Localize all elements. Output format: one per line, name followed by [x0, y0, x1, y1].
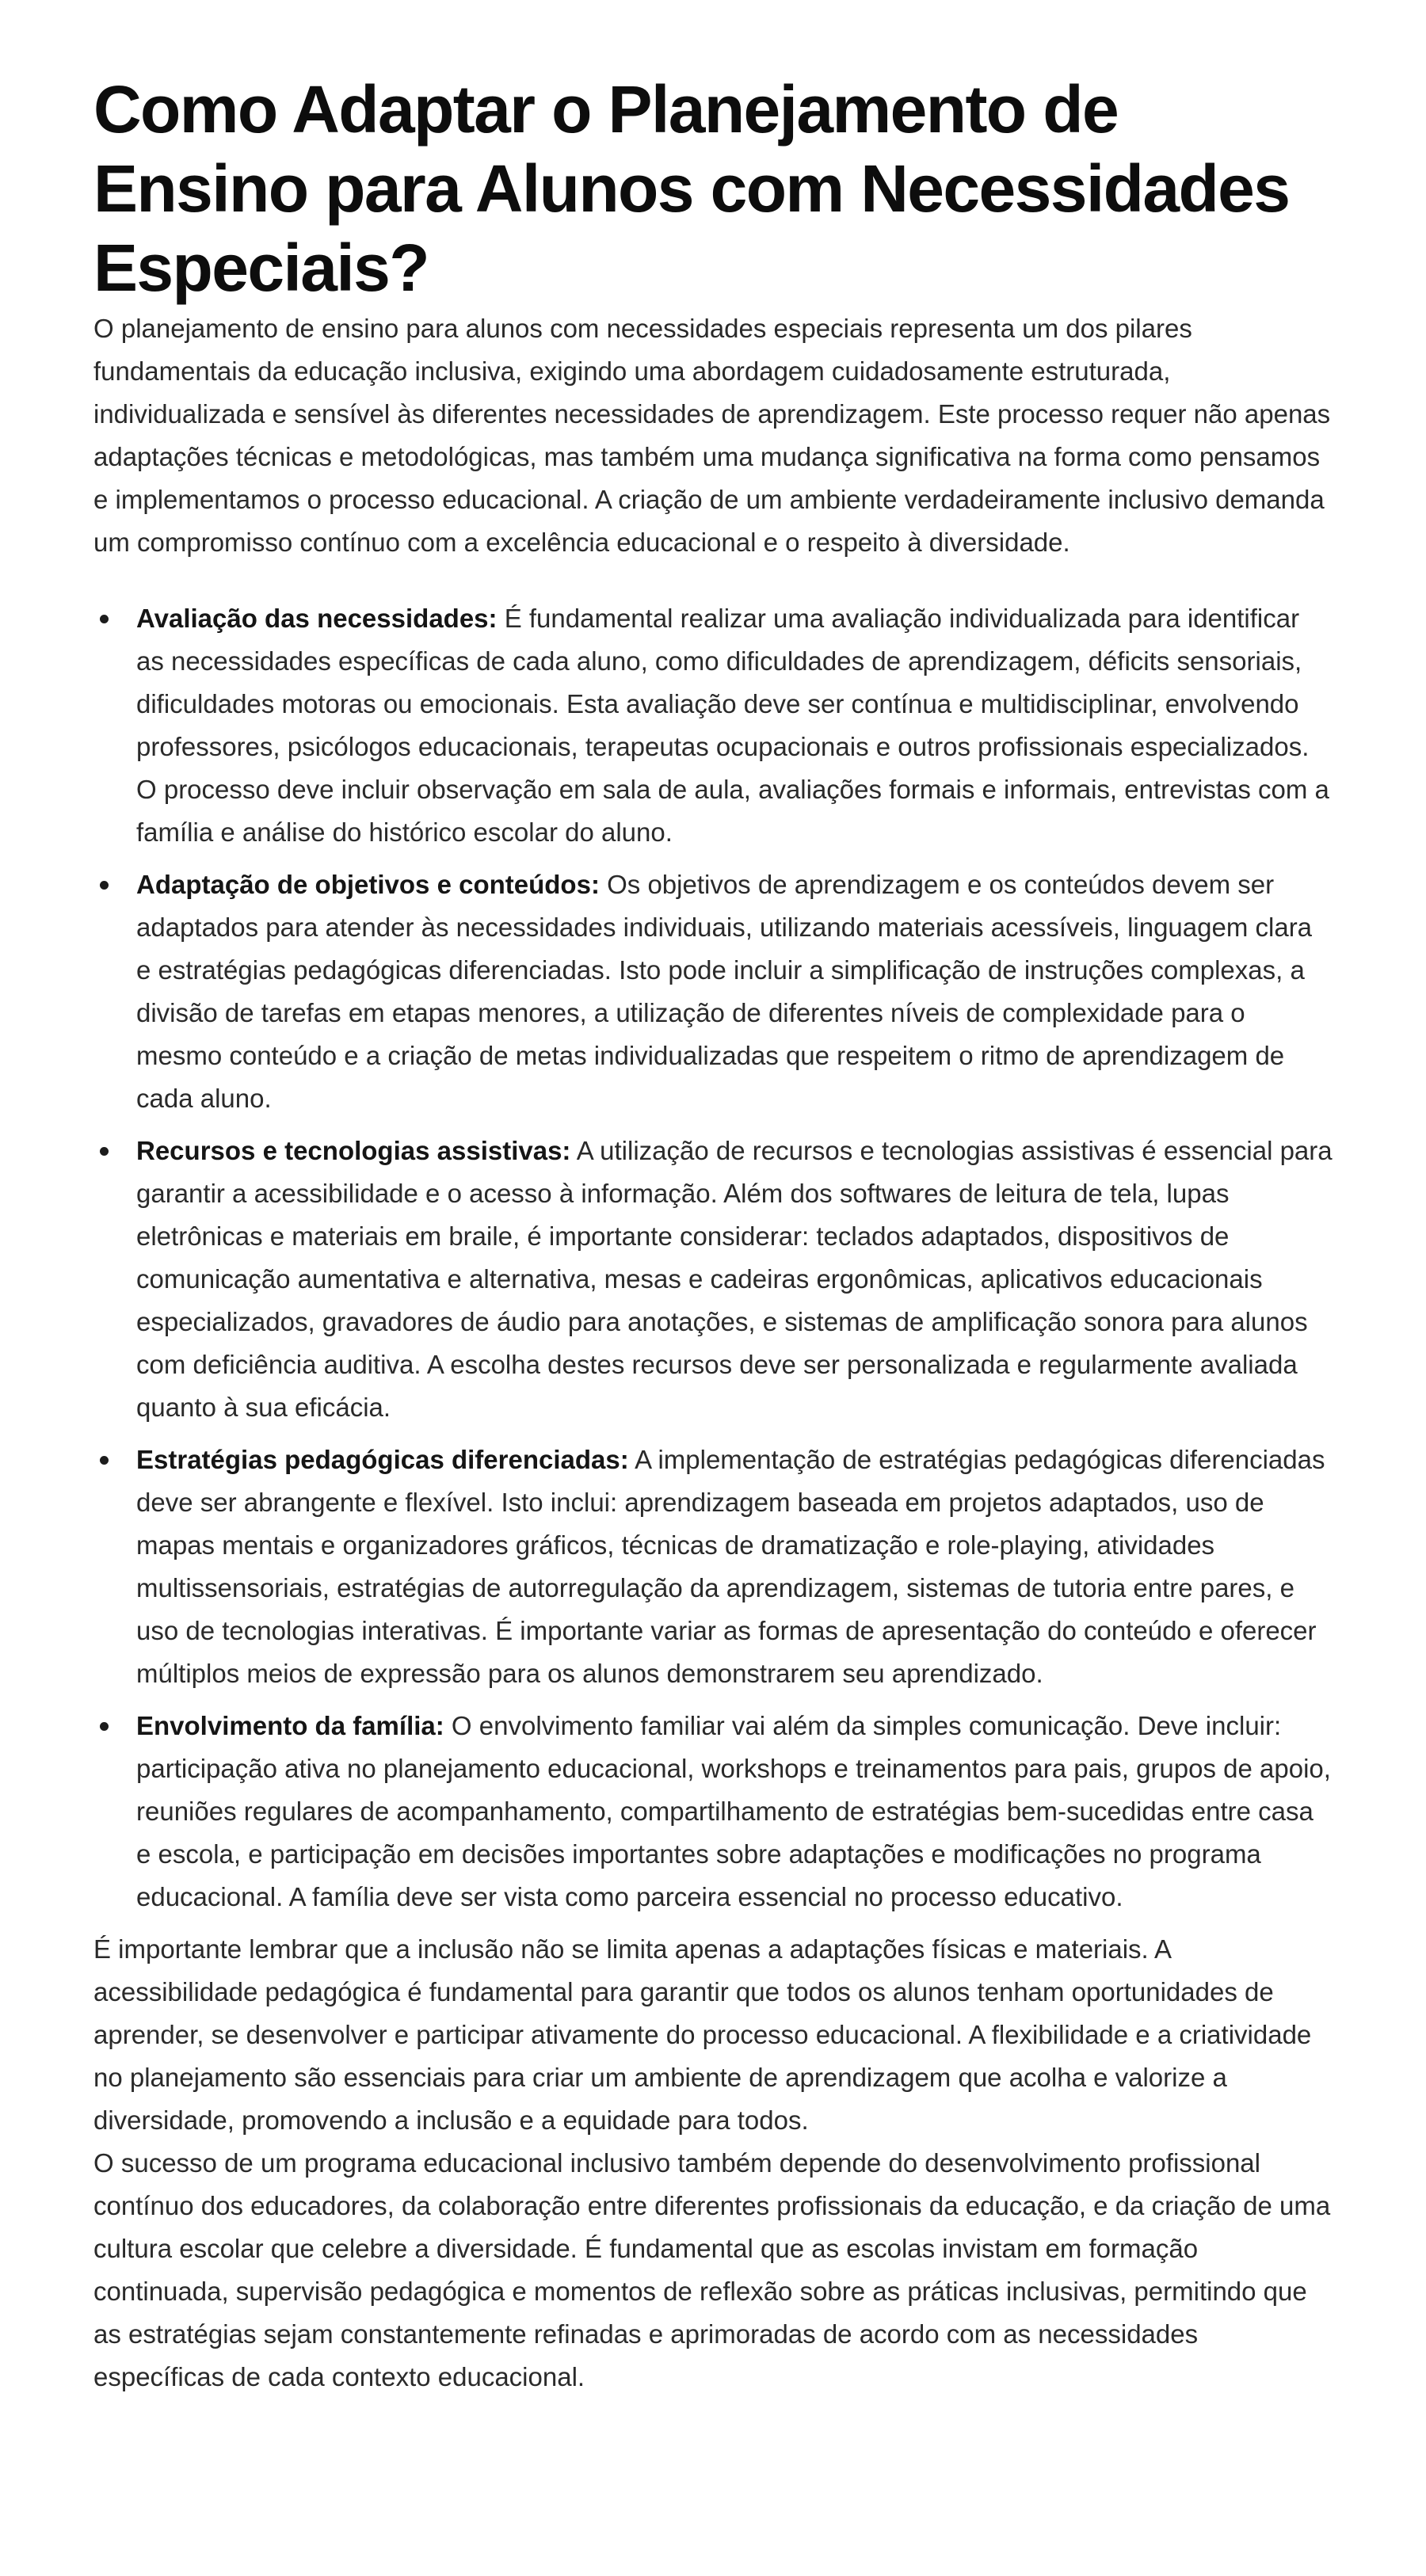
list-item [93, 863, 1333, 1120]
list-item-label: Avaliação das necessidades: [136, 604, 498, 633]
bullet-dot-icon [100, 1456, 109, 1465]
bullet-dot-icon [100, 881, 109, 890]
bullet-list [93, 597, 1333, 1919]
page-title: Como Adaptar o Planejamento de Ensino para Alunos com Necessidades Especiais? [93, 72, 1290, 305]
list-item [93, 597, 1333, 854]
list-item-label: Envolvimento da família: [136, 1711, 444, 1740]
list-item-text: Os objetivos de aprendizagem e os conteúdos devem ser adaptados para atender às necessidades individuais, utilizando materiais acessíveis, linguagem clara e estratégias pedagógicas diferenciadas. Isto pode incluir a simplificação de instruções complexas, a divisão de tarefas em etapas menores, a utilização de diferentes níveis de complexidade para o mesmo conteúdo e a criação de metas individualizadas que respeitem o ritmo de aprendizagem de cada aluno. [136, 870, 1313, 1113]
bullet-dot-icon [100, 615, 109, 623]
list-item [93, 1130, 1333, 1429]
list-item-label: Adaptação de objetivos e conteúdos: [136, 870, 600, 899]
list-item-label: Estratégias pedagógicas diferenciadas: [136, 1445, 629, 1474]
list-item-text: O envolvimento familiar vai além da simples comunicação. Deve incluir: participação ativa no planejamento educacional, workshops e treinamentos para pais, grupos de apoio, reuniões regulares de acompanhamento, compartilhamento de estratégias bem-sucedidas entre casa e escola, e participação em decisões importantes sobre adaptações e modificações no programa educacional. A família deve ser vista como parceira essencial no processo educativo. [136, 1711, 1331, 1911]
bullet-dot-icon [100, 1147, 109, 1156]
success-paragraph: O sucesso de um programa educacional inclusivo também depende do desenvolvimento profissional contínuo dos educadores, da colaboração entre diferentes profissionais da educação, e da criação de uma cultura escolar que celebre a diversidade. É fundamental que as escolas invistam em formação continuada, supervisão pedagógica e momentos de reflexão sobre as práticas inclusivas, permitindo que as estratégias sejam constantemente refinadas e aprimoradas de acordo com as necessidades específicas de cada contexto educacional. [93, 2148, 1331, 2391]
inclusion-paragraph: É importante lembrar que a inclusão não se limita apenas a adaptações físicas e materiais. A acessibilidade pedagógica é fundamental para garantir que todos os alunos tenham oportunidades de aprender, se desenvolver e participar ativamente do processo educacional. A flexibilidade e a criatividade no planejamento são essenciais para criar um ambiente de aprendizagem que acolha e valorize a diversidade, promovendo a inclusão e a equidade para todos. [93, 1934, 1312, 2135]
list-item-text: A utilização de recursos e tecnologias assistivas é essencial para garantir a acessibilidade e o acesso à informação. Além dos softwares de leitura de tela, lupas eletrônicas e materiais em braile, é importante considerar: teclados adaptados, dispositivos de comunicação aumentativa e alternativa, mesas e cadeiras ergonômicas, aplicativos educacionais especializados, gravadores de áudio para anotações, e sistemas de amplificação sonora para alunos com deficiência auditiva. A escolha destes recursos deve ser personalizada e regularmente avaliada quanto à sua eficácia. [136, 1136, 1333, 1422]
list-item [93, 1439, 1333, 1695]
list-item [93, 1705, 1333, 1919]
list-item-label: Recursos e tecnologias assistivas: [136, 1136, 571, 1165]
list-item-text: É fundamental realizar uma avaliação individualizada para identificar as necessidades específicas de cada aluno, como dificuldades de aprendizagem, déficits sensoriais, dificuldades motoras ou emocionais. Esta avaliação deve ser contínua e multidisciplinar, envolvendo professores, psicólogos educacionais, terapeutas ocupacionais e outros profissionais especializados. O processo deve incluir observação em sala de aula, avaliações formais e informais, entrevistas com a família e análise do histórico escolar do aluno. [136, 604, 1329, 847]
list-item-text: A implementação de estratégias pedagógicas diferenciadas deve ser abrangente e flexível. Isto inclui: aprendizagem baseada em projetos adaptados, uso de mapas mentais e organizadores gráficos, técnicas de dramatização e role-playing, atividades multissensoriais, estratégias de autorregulação da aprendizagem, sistemas de tutoria entre pares, e uso de tecnologias interativas. É importante variar as formas de apresentação do conteúdo e oferecer múltiplos meios de expressão para os alunos demonstrarem seu aprendizado. [136, 1445, 1325, 1688]
bullet-dot-icon [100, 1722, 109, 1731]
intro-paragraph: O planejamento de ensino para alunos com necessidades especiais representa um dos pilares fundamentais da educação inclusiva, exigindo uma abordagem cuidadosamente estruturada, individualizada e sensível às diferentes necessidades de aprendizagem. Este processo requer não apenas adaptações técnicas e metodológicas, mas também uma mudança significativa na forma como pensamos e implementamos o processo educacional. A criação de um ambiente verdadeiramente inclusivo demanda um compromisso contínuo com a excelência educacional e o respeito à diversidade. [93, 314, 1331, 557]
